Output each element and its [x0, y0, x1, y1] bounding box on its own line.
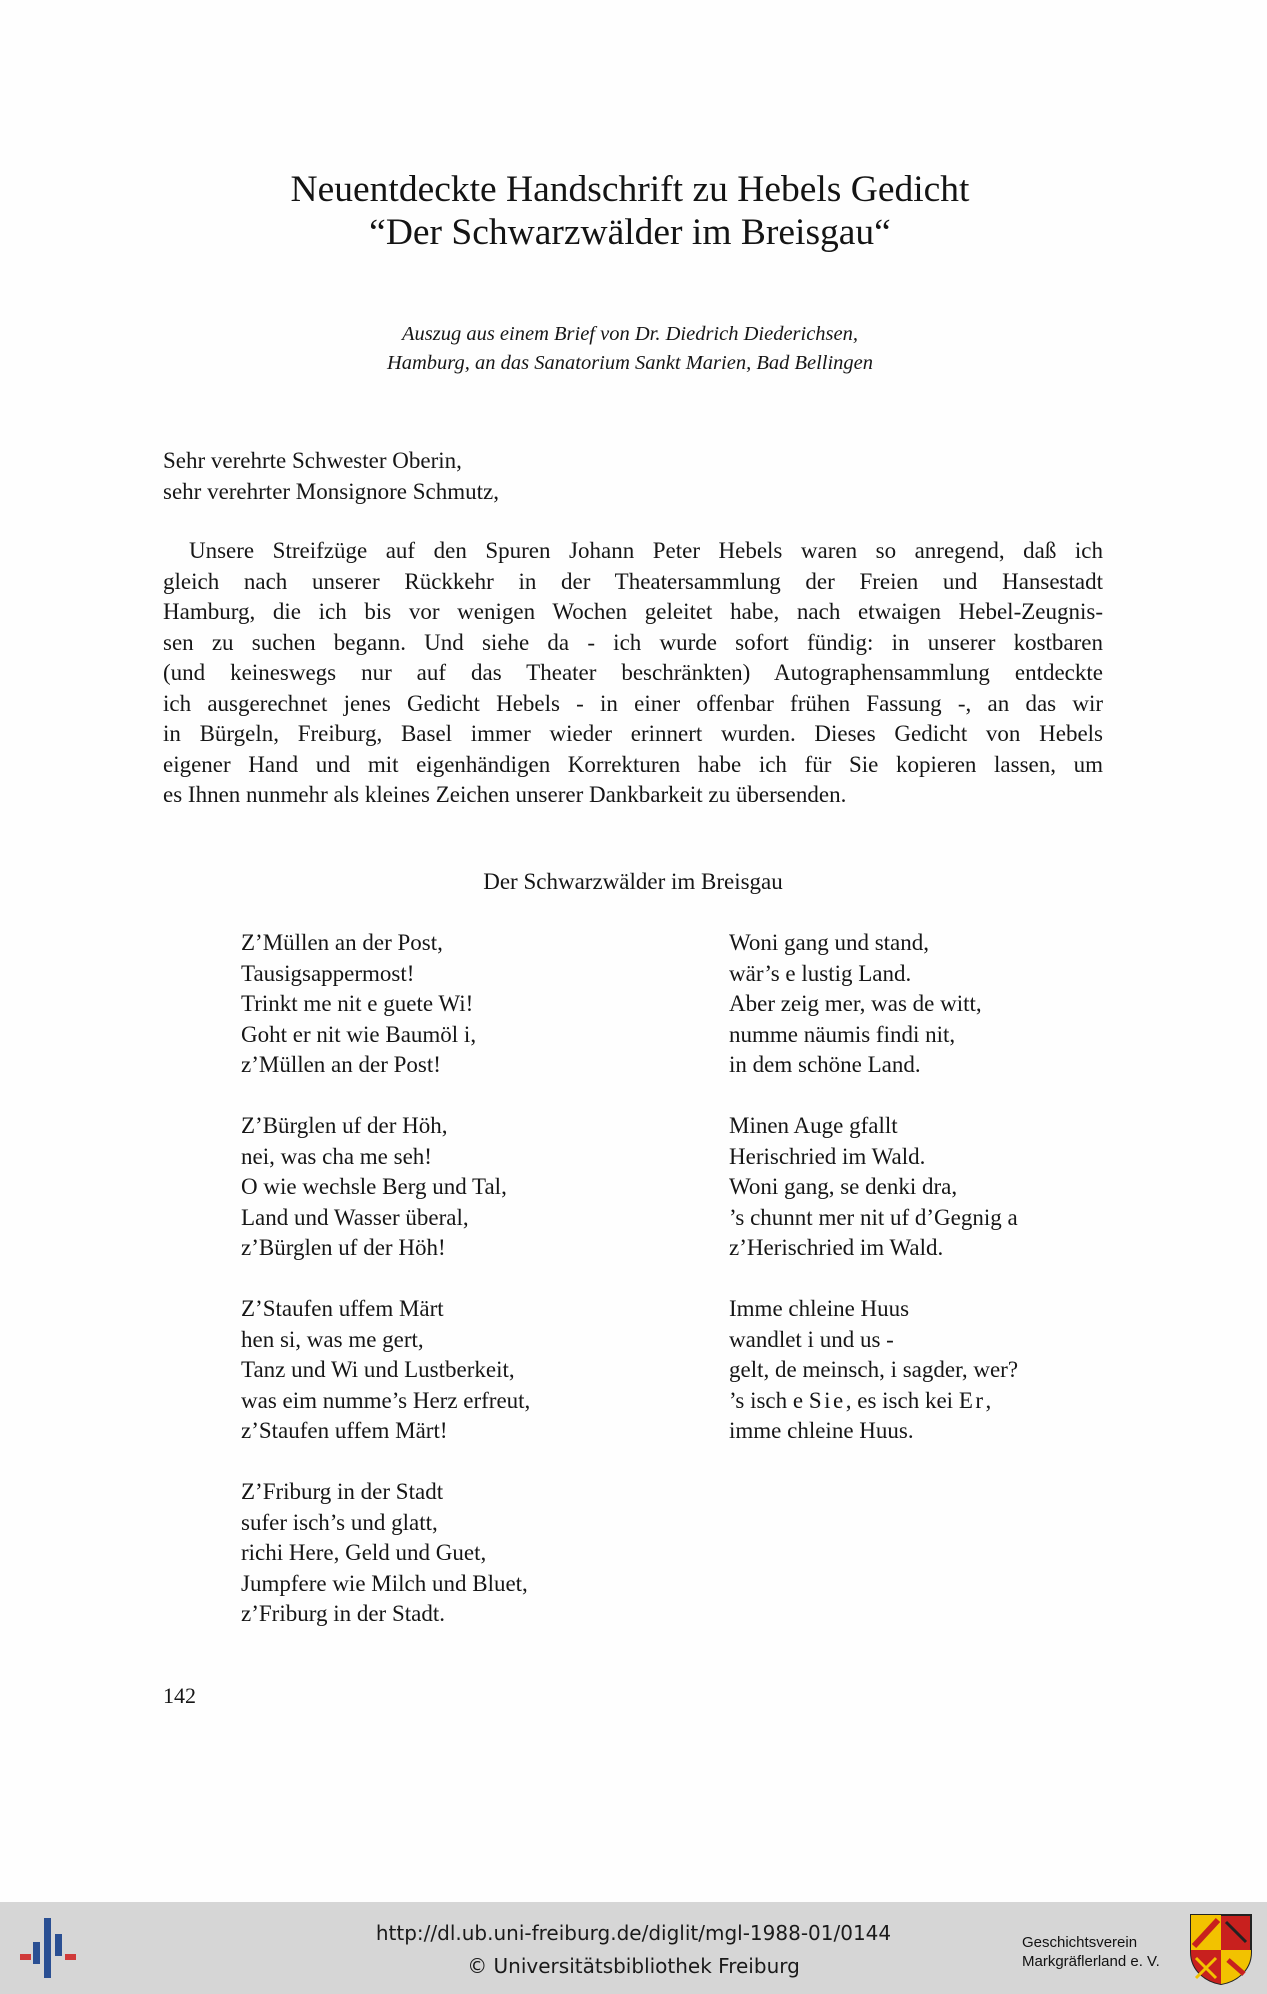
- poem-line: Z’Staufen uffem Märt: [241, 1296, 444, 1321]
- poem-emphasis: Er: [958, 1387, 986, 1413]
- paragraph-line: es Ihnen nunmehr als kleines Zeichen unserer Dankbarkeit zu übersenden.: [163, 782, 847, 807]
- poem-text: , es isch kei: [845, 1387, 959, 1413]
- poem-line: in dem schöne Land.: [729, 1052, 921, 1077]
- poem-line: wandlet i und us -: [729, 1326, 894, 1352]
- poem-line: hen si, was me gert,: [241, 1326, 424, 1352]
- poem-line: z’Müllen an der Post!: [241, 1052, 441, 1077]
- poem-stanza: [241, 928, 681, 1081]
- poem-text: ,: [985, 1387, 992, 1413]
- poem-line: Jumpfere wie Milch und Bluet,: [241, 1570, 528, 1596]
- poem-line: [729, 1386, 1149, 1417]
- poem-stanza: [729, 928, 1149, 1081]
- poem-line: gelt, de meinsch, i sagder, wer?: [729, 1357, 1019, 1382]
- paragraph-line: gleich nach unserer Rückkehr in der Theatersammlung der Freien und Hansestadt: [163, 568, 1103, 594]
- footer-url-link[interactable]: http://dl.ub.uni-freiburg.de/diglit/mgl-1988-01/0144: [375, 1921, 892, 1945]
- poem-line: Goht er nit wie Baumöl i,: [241, 1021, 477, 1047]
- footer-copyright: © Universitätsbibliothek Freiburg: [467, 1954, 800, 1978]
- page-number: 142: [163, 1683, 196, 1708]
- subtitle-line-2: Hamburg, an das Sanatorium Sankt Marien, Bad Bellingen: [386, 352, 874, 374]
- salutation-line: sehr verehrter Monsignore Schmutz,: [163, 478, 499, 504]
- paragraph-line: in Bürgeln, Freiburg, Basel immer wieder erinnert wurden. Dieses Gedicht von Hebels: [163, 721, 1103, 746]
- paragraph-line: eigener Hand und mit eigenhändigen Korrekturen habe ich für Sie kopieren lassen, um: [163, 751, 1103, 777]
- poem-line: Herischried im Wald.: [729, 1143, 926, 1169]
- salutation: [163, 446, 1103, 507]
- poem-stanza: [241, 1477, 681, 1630]
- document-subtitle: [200, 320, 1060, 378]
- poem-line: z’Friburg in der Stadt.: [241, 1601, 445, 1626]
- title-line-2: “Der Schwarzwälder im Breisgau“: [369, 212, 891, 253]
- paragraph-line: (und keineswegs nur auf das Theater beschränkten) Autographensammlung entdeckte: [163, 660, 1103, 685]
- poem-text: ’s isch e: [729, 1387, 809, 1413]
- poem-line: was eim numme’s Herz erfreut,: [241, 1387, 531, 1413]
- footer-bar: [0, 1902, 1267, 1994]
- poem-stanza: [241, 1111, 681, 1264]
- poem-line: Woni gang, se denki dra,: [729, 1174, 958, 1199]
- poem-line: Z’Bürglen uf der Höh,: [241, 1113, 448, 1138]
- poem-line: Minen Auge gfallt: [729, 1113, 898, 1138]
- poem-line: nei, was cha me seh!: [241, 1143, 432, 1169]
- poem-stanza: [729, 1111, 1149, 1264]
- paragraph-line: Unsere Streifzüge auf den Spuren Johann Peter Hebels waren so anregend, daß ich: [189, 538, 1103, 563]
- poem-line: Z’Friburg in der Stadt: [241, 1479, 444, 1504]
- poem-line: numme näumis findi nit,: [729, 1021, 956, 1047]
- poem-line: z’Staufen uffem Märt!: [241, 1418, 448, 1443]
- society-name-line-1: Geschichtsverein: [1022, 1934, 1138, 1951]
- poem-title: Der Schwarzwälder im Breisgau: [483, 869, 783, 894]
- poem-line: ’s chunnt mer nit uf d’Gegnig a: [729, 1204, 1018, 1230]
- society-name: [1022, 1933, 1182, 1971]
- poem-emphasis: Sie: [808, 1387, 846, 1413]
- letter-paragraph: [163, 536, 1103, 811]
- document-title: [160, 168, 1100, 254]
- poem-stanza: [241, 1294, 681, 1447]
- poem-line: Land und Wasser überal,: [241, 1204, 469, 1230]
- paragraph-line: ich ausgerechnet jenes Gedicht Hebels - in einer offenbar frühen Fassung -, an das wir: [163, 690, 1103, 716]
- paragraph-line: sen zu suchen begann. Und siehe da - ich wurde sofort fündig: in unserer kostbaren: [163, 629, 1103, 655]
- poem-line: imme chleine Huus.: [729, 1418, 914, 1443]
- subtitle-line-1: Auszug aus einem Brief von Dr. Diedrich Diederichsen,: [401, 323, 859, 345]
- poem-line: Trinkt me nit e guete Wi!: [241, 991, 474, 1016]
- salutation-line: Sehr verehrte Schwester Oberin,: [163, 448, 462, 473]
- coat-of-arms-icon: [1188, 1912, 1254, 1986]
- poem-line: sufer isch’s und glatt,: [241, 1509, 438, 1535]
- poem-line: Aber zeig mer, was de witt,: [729, 991, 982, 1016]
- poem-column-left: [241, 928, 681, 1660]
- poem-line: wär’s e lustig Land.: [729, 960, 912, 986]
- poem-line: Tanz und Wi und Lustberkeit,: [241, 1357, 515, 1382]
- poem-stanza: [729, 1294, 1149, 1447]
- poem-line: Imme chleine Huus: [729, 1296, 910, 1321]
- poem-line: Woni gang und stand,: [729, 930, 930, 955]
- poem-column-right: [729, 928, 1149, 1477]
- poem-line: O wie wechsle Berg und Tal,: [241, 1174, 507, 1199]
- poem-line: z’Bürglen uf der Höh!: [241, 1235, 446, 1260]
- society-name-line-2: Markgräflerland e. V.: [1022, 1953, 1160, 1970]
- title-line-1: Neuentdeckte Handschrift zu Hebels Gedicht: [290, 169, 970, 210]
- paragraph-line: Hamburg, die ich bis vor wenigen Wochen geleitet habe, nach etwaigen Hebel-Zeugnis-: [163, 599, 1103, 624]
- poem-line: richi Here, Geld und Guet,: [241, 1540, 487, 1565]
- poem-line: Tausigsappermost!: [241, 960, 415, 986]
- poem-line: Z’Müllen an der Post,: [241, 930, 443, 955]
- poem-line: z’Herischried im Wald.: [729, 1235, 944, 1260]
